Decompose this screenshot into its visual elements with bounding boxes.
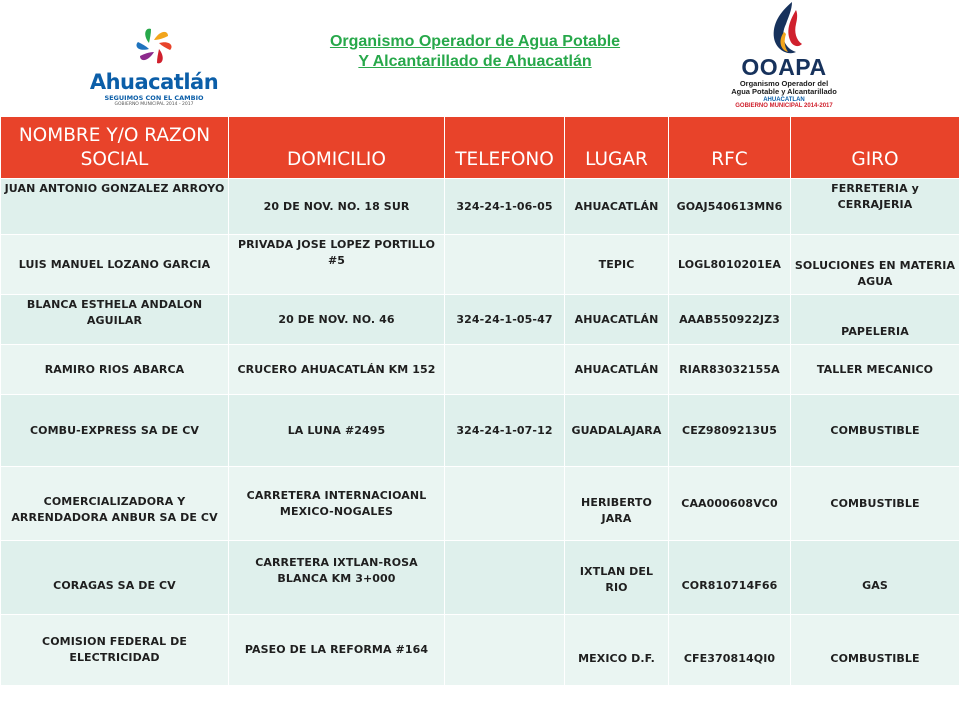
cell-domicilio: PRIVADA JOSE LOPEZ PORTILLO #5 xyxy=(229,235,445,295)
cell-rfc: LOGL8010201EA xyxy=(669,235,791,295)
cell-domicilio: CRUCERO AHUACATLÁN KM 152 xyxy=(229,345,445,395)
logo-term: GOBIERNO MUNICIPAL 2014 - 2017 xyxy=(114,102,194,107)
table-row xyxy=(1,345,960,395)
cell-domicilio: PASEO DE LA REFORMA #164 xyxy=(229,615,445,686)
cell-lugar: TEPIC xyxy=(565,235,669,295)
table-row xyxy=(1,615,960,686)
cell-rfc: CAA000608VC0 xyxy=(669,467,791,541)
column-header-nombre: NOMBRE Y/O RAZON SOCIAL xyxy=(1,117,229,179)
suppliers-table xyxy=(0,116,960,686)
cell-nombre: COMERCIALIZADORA Y ARRENDADORA ANBUR SA DE CV xyxy=(1,467,229,541)
cell-giro: COMBUSTIBLE xyxy=(791,467,960,541)
column-header-giro: GIRO xyxy=(791,117,960,179)
cell-lugar: HERIBERTO JARA xyxy=(565,467,669,541)
cell-lugar: AHUACATLÁN xyxy=(565,179,669,235)
cell-giro: FERRETERIA y CERRAJERIA xyxy=(791,179,960,235)
cell-rfc: CEZ9809213U5 xyxy=(669,395,791,467)
cell-nombre: COMISION FEDERAL DE ELECTRICIDAD xyxy=(1,615,229,686)
logo-brand-text: OOAPA xyxy=(741,54,827,80)
table-row xyxy=(1,179,960,235)
flame-drop-icon xyxy=(762,2,808,58)
cell-telefono: 324-24-1-05-47 xyxy=(445,295,565,345)
cell-telefono xyxy=(445,541,565,615)
table-row xyxy=(1,541,960,615)
title-line-1: Organismo Operador de Agua Potable xyxy=(329,33,621,50)
cell-rfc: AAAB550922JZ3 xyxy=(669,295,791,345)
pinwheel-flower-icon xyxy=(128,22,180,70)
cell-telefono xyxy=(445,235,565,295)
cell-rfc: GOAJ540613MN6 xyxy=(669,179,791,235)
cell-nombre: JUAN ANTONIO GONZALEZ ARROYO xyxy=(1,179,229,235)
cell-nombre: COMBU-EXPRESS SA DE CV xyxy=(1,395,229,467)
cell-domicilio: 20 DE NOV. NO. 18 SUR xyxy=(229,179,445,235)
cell-giro: TALLER MECANICO xyxy=(791,345,960,395)
cell-rfc: RIAR83032155A xyxy=(669,345,791,395)
table-row xyxy=(1,395,960,467)
column-header-lugar: LUGAR xyxy=(565,117,669,179)
cell-giro: COMBUSTIBLE xyxy=(791,615,960,686)
cell-giro: PAPELERIA xyxy=(791,295,960,345)
cell-nombre: CORAGAS SA DE CV xyxy=(1,541,229,615)
table-row xyxy=(1,235,960,295)
page-title xyxy=(270,32,680,72)
column-header-domicilio: DOMICILIO xyxy=(229,117,445,179)
cell-giro: GAS xyxy=(791,541,960,615)
table-row xyxy=(1,295,960,345)
column-header-telefono: TELEFONO xyxy=(445,117,565,179)
logo-slogan: SEGUIMOS CON EL CAMBIO xyxy=(104,94,204,102)
cell-telefono xyxy=(445,345,565,395)
cell-rfc: COR810714F66 xyxy=(669,541,791,615)
cell-telefono xyxy=(445,467,565,541)
cell-nombre: LUIS MANUEL LOZANO GARCIA xyxy=(1,235,229,295)
cell-lugar: AHUACATLÁN xyxy=(565,295,669,345)
cell-telefono: 324-24-1-06-05 xyxy=(445,179,565,235)
table-row xyxy=(1,467,960,541)
cell-rfc: CFE370814QI0 xyxy=(669,615,791,686)
logo-line-1: Organismo Operador del xyxy=(739,79,829,88)
cell-giro: SOLUCIONES EN MATERIA AGUA xyxy=(791,235,960,295)
column-header-rfc: RFC xyxy=(669,117,791,179)
cell-lugar: AHUACATLÁN xyxy=(565,345,669,395)
logo-brand-text: Ahuacatlán xyxy=(89,70,219,94)
cell-nombre: RAMIRO RIOS ABARCA xyxy=(1,345,229,395)
cell-domicilio: CARRETERA INTERNACIOANL MEXICO-NOGALES xyxy=(229,467,445,541)
cell-domicilio: LA LUNA #2495 xyxy=(229,395,445,467)
logo-line-2: Agua Potable y Alcantarillado xyxy=(731,87,837,96)
cell-lugar: MEXICO D.F. xyxy=(565,615,669,686)
logo-line-3: AHUACATLAN xyxy=(763,97,805,103)
cell-domicilio: 20 DE NOV. NO. 46 xyxy=(229,295,445,345)
cell-telefono xyxy=(445,615,565,686)
ooapa-logo xyxy=(704,2,864,110)
table-header-row xyxy=(1,117,960,179)
cell-giro: COMBUSTIBLE xyxy=(791,395,960,467)
cell-telefono: 324-24-1-07-12 xyxy=(445,395,565,467)
cell-domicilio: CARRETERA IXTLAN-ROSA BLANCA KM 3+000 xyxy=(229,541,445,615)
ahuacatlan-logo xyxy=(84,22,224,106)
cell-lugar: IXTLAN DEL RIO xyxy=(565,541,669,615)
logo-line-4: GOBIERNO MUNICIPAL 2014-2017 xyxy=(735,103,833,109)
cell-lugar: GUADALAJARA xyxy=(565,395,669,467)
title-line-2: Y Alcantarillado de Ahuacatlán xyxy=(358,53,592,70)
cell-nombre: BLANCA ESTHELA ANDALON AGUILAR xyxy=(1,295,229,345)
